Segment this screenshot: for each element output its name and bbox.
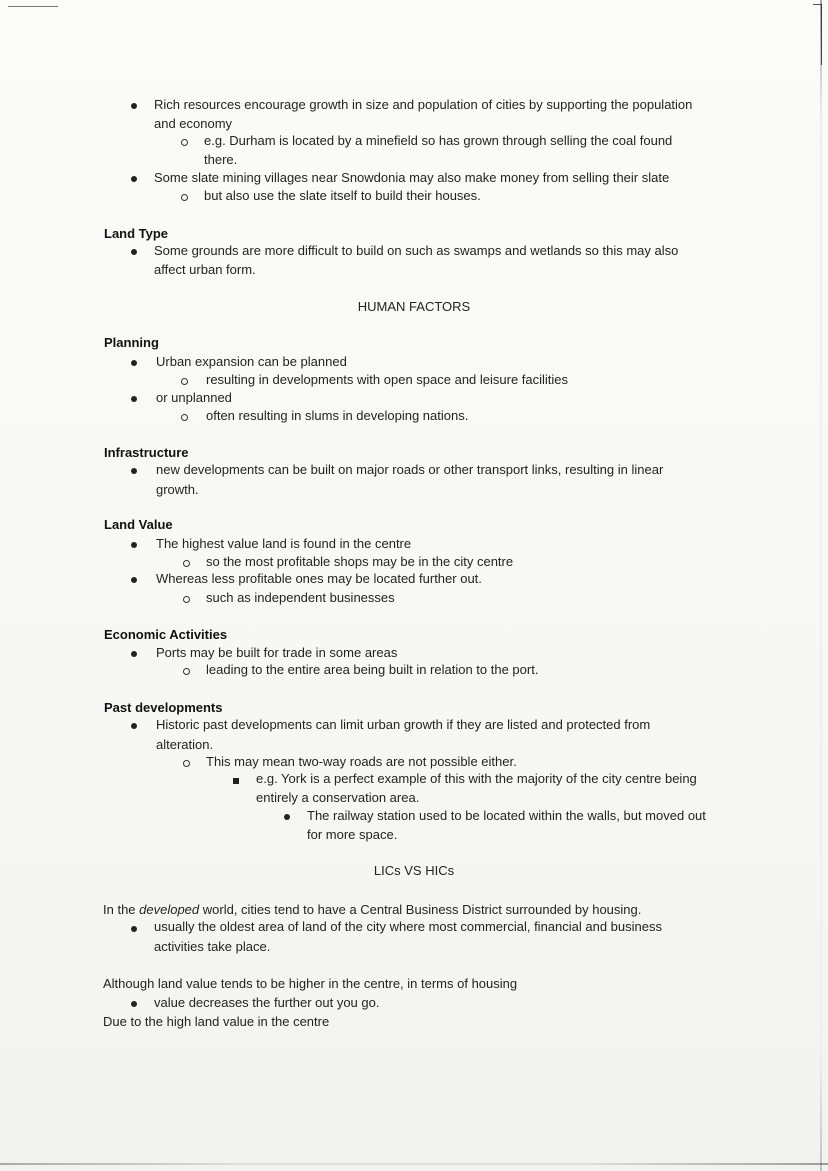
paragraph: Due to the high land value in the centre	[103, 1014, 330, 1029]
bullet-circle-icon	[183, 668, 190, 675]
text-line: Historic past developments can limit urban growth if they are listed and protected from	[156, 717, 651, 732]
bullet-dot-icon	[131, 651, 137, 657]
section-title: LICs VS HICs	[373, 863, 455, 878]
bullet-dot-icon	[131, 723, 137, 729]
bullet-circle-icon	[181, 194, 188, 201]
text-line: there.	[204, 152, 238, 167]
text-line: leading to the entire area being built in relation to the port.	[206, 662, 539, 677]
text-line: The highest value land is found in the centre	[156, 536, 412, 551]
text-run: In the	[103, 902, 140, 917]
emphasis-text: developed	[139, 902, 200, 917]
section-heading: Infrastructure	[104, 445, 189, 460]
bullet-dot-icon	[131, 577, 137, 583]
bullet-square-icon	[233, 778, 239, 784]
text-line: value decreases the further out you go.	[154, 995, 380, 1010]
bullet-dot-icon	[131, 360, 137, 366]
bullet-circle-icon	[183, 596, 190, 603]
bullet-dot-icon	[131, 468, 137, 474]
text-line: resulting in developments with open space and leisure facilities	[206, 372, 569, 387]
text-line: for more space.	[307, 827, 398, 842]
section-heading: Land Value	[104, 517, 173, 532]
text-run: world, cities tend to have a Central Business District surrounded by housing.	[199, 902, 642, 917]
bullet-dot-icon	[131, 176, 137, 182]
text-line: new developments can be built on major roads or other transport links, resulting in linear	[156, 462, 664, 477]
scan-edge-mark	[8, 6, 58, 7]
bullet-dot-icon	[131, 396, 137, 402]
text-line: Urban expansion can be planned	[156, 354, 347, 369]
text-line: or unplanned	[156, 390, 232, 405]
text-line: Ports may be built for trade in some areas	[156, 645, 398, 660]
text-line: activities take place.	[154, 939, 271, 954]
text-line: growth.	[156, 482, 199, 497]
bullet-circle-icon	[183, 760, 190, 767]
text-line: e.g. Durham is located by a minefield so has grown through selling the coal found	[204, 133, 673, 148]
text-line: and economy	[154, 116, 233, 131]
text-line: often resulting in slums in developing nations.	[206, 408, 469, 423]
text-line: entirely a conservation area.	[256, 790, 420, 805]
bullet-circle-icon	[183, 560, 190, 567]
text-line: Some grounds are more difficult to build on such as swamps and wetlands so this may also	[154, 243, 679, 258]
section-heading: Land Type	[104, 226, 169, 241]
text-line: so the most profitable shops may be in the city centre	[206, 554, 514, 569]
bullet-dot-icon	[131, 249, 137, 255]
text-line: usually the oldest area of land of the city where most commercial, financial and business	[154, 919, 662, 934]
text-line: This may mean two-way roads are not possible either.	[206, 754, 517, 769]
text-line: Whereas less profitable ones may be located further out.	[156, 571, 482, 586]
bullet-dot-icon	[131, 926, 137, 932]
text-line: e.g. York is a perfect example of this with the majority of the city centre being	[256, 771, 697, 786]
text-line: affect urban form.	[154, 262, 256, 277]
text-line: but also use the slate itself to build their houses.	[204, 188, 481, 203]
section-heading: Past developments	[104, 700, 223, 715]
paragraph: Although land value tends to be higher in the centre, in terms of housing	[103, 976, 518, 991]
section-heading: Planning	[104, 335, 159, 350]
bullet-circle-icon	[181, 139, 188, 146]
bullet-dot-icon	[131, 542, 137, 548]
text-line: Rich resources encourage growth in size and population of cities by supporting the population	[154, 97, 693, 112]
text-line: such as independent businesses	[206, 590, 395, 605]
scan-right-edge	[820, 0, 822, 1171]
text-line: The railway station used to be located within the walls, but moved out	[307, 808, 706, 823]
bullet-circle-icon	[181, 378, 188, 385]
bullet-circle-icon	[181, 414, 188, 421]
bullet-dot-icon	[131, 1001, 137, 1007]
text-line: alteration.	[156, 737, 214, 752]
text-line: Some slate mining villages near Snowdonia may also make money from selling their slate	[154, 170, 670, 185]
bullet-dot-icon	[284, 814, 290, 820]
scan-bottom-edge	[0, 1163, 828, 1165]
section-heading: Economic Activities	[104, 627, 228, 642]
bullet-dot-icon	[131, 103, 137, 109]
section-title: HUMAN FACTORS	[357, 299, 471, 314]
